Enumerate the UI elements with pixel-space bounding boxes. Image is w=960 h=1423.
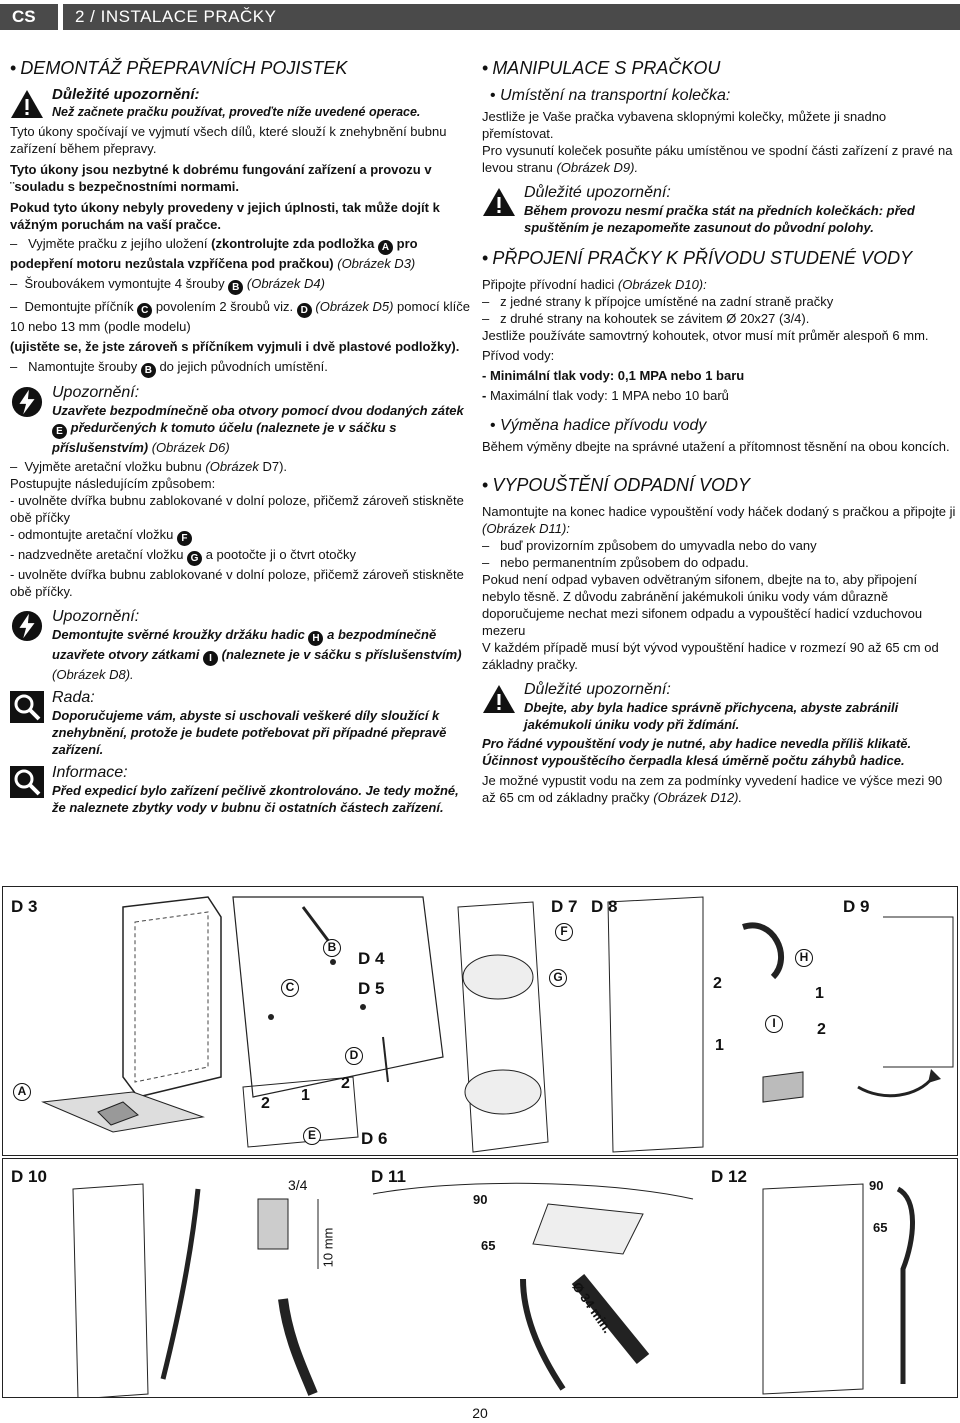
installation-illustrations <box>3 887 958 1156</box>
figures-row-2 <box>2 1158 958 1398</box>
list-item: – z jedné strany k přípojce umístěné na zadní straně pračky <box>482 294 834 309</box>
warning-triangle-icon <box>482 186 516 218</box>
caution-notice-2 <box>10 608 472 683</box>
dimension-label: 65 <box>873 1220 888 1235</box>
heading-vypousteni: • VYPOUŠTĚNÍ ODPADNÍ VODY <box>482 475 751 495</box>
warning-line: Než začnete pračku používat, proveďte níže uvedené operace. <box>52 105 421 119</box>
electric-hazard-icon <box>10 610 44 642</box>
marker-f: F <box>177 531 192 546</box>
marker-c: C <box>281 979 299 997</box>
caution-text: Uzavřete bezpodmínečně oba otvory pomocí dvou dodaných zátek E předurčených k tomuto účelu (naleznete je v sáčku s příslušenstvím) (Obrázek D6) <box>52 403 464 455</box>
page-number: 20 <box>472 1405 488 1421</box>
figure-label-d6: D 6 <box>361 1129 388 1148</box>
heading-demontaz: • DEMONTÁŽ PŘEPRAVNÍCH POJISTEK <box>10 58 348 78</box>
subheading-kolecka: • Umístění na transportní kolečka: <box>490 87 731 104</box>
tip-notice <box>10 689 472 758</box>
marker-e: E <box>52 424 67 439</box>
marker-b: B <box>323 939 341 957</box>
paragraph: Namontujte na konec hadice vypouštění vody háček dodaný s pračkou a připojte ji (Obrázek D11): <box>482 504 956 536</box>
step-3: – Demontujte příčník C povolením 2 šroubů viz. D (Obrázek D5) pomocí klíče 10 nebo 13 mm (podle modelu) <box>10 299 471 334</box>
warning-title: Důležité upozornění: <box>524 184 671 201</box>
heading-manipulace: • MANIPULACE S PRAČKOU <box>482 58 721 78</box>
warning-text: Dbejte, aby byla hadice správně přichycena, abyste zabránili jakémukoli úniku vody při ždímání. <box>524 700 899 732</box>
marker-g: G <box>187 551 202 566</box>
paragraph: Je možné vypustit vodu na zem za podmínky vyvedení hadice ve výšce mezi 90 až 65 cm od základny pračky (Obrázek D12). <box>482 773 943 805</box>
paragraph: Jestliže používáte samovtrný kohoutek, otvor musí mít průměr alespoň 6 mm. <box>482 328 929 343</box>
step-2: – Šroubovákem vymontujte 4 šrouby B (Obrázek D4) <box>10 276 325 293</box>
marker-b: B <box>141 363 156 378</box>
figures-row-1 <box>2 886 958 1156</box>
magnifier-icon <box>10 766 44 798</box>
list-item: – z druhé strany na kohoutek se závitem Ø 20x27 (3/4). <box>482 311 810 326</box>
paragraph: - uvolněte dvířka bubnu zablokované v dolní poloze, přičemž zároveň stiskněte obě příčky. <box>10 567 464 599</box>
warning-triangle-icon <box>482 683 516 715</box>
paragraph: Pokud není odpad vybaven odvětraným sifonem, dbejte na to, aby připojení nebylo těsně. Z důvodu zabránění jakémukoli úniku vody vám důrazně doporučujeme nechat mezi sifonem odpadu a vypouštěcí hadicí vzduchovou mezeru <box>482 572 923 638</box>
number-label: 1 <box>301 1087 310 1104</box>
magnifier-icon <box>10 691 44 723</box>
dimension-label: 90 <box>473 1192 488 1207</box>
warning-notice-2 <box>482 184 958 236</box>
number-label: 2 <box>341 1075 350 1092</box>
caution-notice-1 <box>10 384 472 456</box>
marker-e: E <box>303 1127 321 1145</box>
left-column <box>10 56 472 818</box>
marker-h: H <box>795 949 813 967</box>
tip-title: Rada: <box>52 689 95 706</box>
dimension-label: 3/4 <box>288 1177 308 1193</box>
list-item: – nebo permanentním způsobem do odpadu. <box>482 555 749 570</box>
number-label: 2 <box>261 1095 270 1112</box>
paragraph: - Minimální tlak vody: 0,1 MPA nebo 1 baru <box>482 368 745 383</box>
warning-text: Během provozu nesmí pračka stát na předních kolečkách: před spuštěním je nezapomeňte zasunout do původní polohy. <box>524 203 915 235</box>
paragraph: Postupujte následujícím způsobem: <box>10 476 216 491</box>
marker-d: D <box>345 1047 363 1065</box>
info-title: Informace: <box>52 764 128 781</box>
marker-d: D <box>297 303 312 318</box>
marker-f: F <box>555 923 573 941</box>
step-4: – Namontujte šrouby B do jejich původních umístění. <box>10 359 328 376</box>
marker-i: I <box>765 1015 783 1033</box>
step-1: – Vyjměte pračku z jejího uložení (zkontrolujte zda podložka A pro podepření motoru nezůstala vzpříčena pod pračkou) (Obrázek D3) <box>10 236 418 271</box>
marker-i: I <box>203 651 218 666</box>
figure-label-d11: D 11 <box>371 1167 406 1186</box>
warning-title: Důležité upozornění: <box>52 86 200 103</box>
warning-notice-3 <box>482 681 958 733</box>
number-label: 2 <box>817 1021 826 1038</box>
caution-title: Upozornění: <box>52 608 140 625</box>
dimension-label: 10 mm <box>320 1227 336 1268</box>
heading-pripojeni: • PŘPOJENÍ PRAČKY K PŘÍVODU STUDENÉ VODY <box>482 248 913 268</box>
marker-b: B <box>228 280 243 295</box>
marker-a: A <box>378 240 393 255</box>
electric-hazard-icon <box>10 386 44 418</box>
subheading-vymena: • Výměna hadice přívodu vody <box>490 417 707 434</box>
dimension-label: Ø 34 min. <box>569 1279 616 1336</box>
marker-c: C <box>137 303 152 318</box>
paragraph: Jestliže je Vaše pračka vybavena sklopnými kolečky, můžete ji snadno přemístovat. <box>482 109 887 141</box>
paragraph: - uvolněte dvířka bubnu zablokované v dolní poloze, přičemž zároveň stiskněte obě příčky <box>10 493 464 525</box>
figure-label-d10: D 10 <box>11 1167 47 1186</box>
number-label: 1 <box>715 1037 724 1054</box>
figure-label-d12: D 12 <box>711 1167 747 1186</box>
marker-g: G <box>549 969 567 987</box>
language-tab: CS <box>0 4 58 30</box>
dimension-label: 90 <box>869 1178 884 1193</box>
paragraph: Připojte přívodní hadici (Obrázek D10): <box>482 277 707 292</box>
warning-title: Důležité upozornění: <box>524 681 671 698</box>
marker-h: H <box>308 631 323 646</box>
paragraph: Pokud tyto úkony nebyly provedeny v jejich úplnosti, tak může dojít k vážným poruchám na vaší pračce. <box>10 200 440 232</box>
figure-label-d7: D 7 <box>551 897 578 916</box>
figure-label-d3: D 3 <box>11 897 38 916</box>
warning-triangle-icon <box>10 88 44 120</box>
list-item: – buď provizorním způsobem do umyvadla nebo do vany <box>482 538 817 553</box>
paragraph: - odmontujte aretační vložku F <box>10 526 472 546</box>
caution-text: Demontujte svěrné kroužky držáku hadic H a bezpodmínečně uzavřete otvory zátkami I (naleznete je v sáčku s příslušenstvím) (Obrázek D8). <box>52 627 462 682</box>
figure-label-d5: D 5 <box>358 979 385 998</box>
section-header: 2 / INSTALACE PRAČKY <box>63 4 960 30</box>
info-text: Před expedicí bylo zařízení pečlivě zkontrolováno. Je tedy možné, že naleznete zbytky vody v bubnu či ostatních částech zařízení. <box>52 783 459 815</box>
marker-a: A <box>13 1083 31 1101</box>
paragraph: Během výměny dbejte na správné utažení a přítomnost těsnění na obou koncích. <box>482 439 950 454</box>
number-label: 2 <box>713 975 722 992</box>
figure-label-d4: D 4 <box>358 949 385 968</box>
tip-text: Doporučujeme vám, abyste si uschovali veškeré díly sloužící k znehybnění, protože je budete potřebovat při případné přepravě zařízení. <box>52 708 447 757</box>
paragraph: Tyto úkony jsou nezbytné k dobrému fungování zařízení a provozu v ¨souladu s bezpečnostními normami. <box>10 162 432 194</box>
paragraph: - Maximální tlak vody: 1 MPA nebo 10 barů <box>482 388 729 403</box>
paragraph: V každém případě musí být vývod vypouštění hadice v rozmezí 90 až 65 cm od základny pračky. <box>482 640 939 672</box>
warning-notice-1 <box>10 86 472 121</box>
paragraph: Tyto úkony spočívají ve vyjmutí všech dílů, které slouží k znehybnění bubnu zařízení během přepravy. <box>10 124 447 156</box>
number-label: 1 <box>815 985 824 1002</box>
caution-title: Upozornění: <box>52 384 140 401</box>
paragraph: Pro vysunutí koleček posuňte páku umístěnou ve spodní části zařízení z pravé na levou stranu (Obrázek D9). <box>482 143 953 175</box>
dimension-label: 65 <box>481 1238 496 1253</box>
figure-label-d9: D 9 <box>843 897 870 916</box>
right-column <box>482 56 958 806</box>
paragraph: - nadzvedněte aretační vložku G a pootočte ji o čtvrt otočky <box>10 547 356 564</box>
paragraph: Pro řádné vypouštění vody je nutné, aby hadice nevedla příliš klikatě. <box>482 736 912 751</box>
paragraph: Účinnost vypouštěcího čerpadla klesá úměrně počtu záhybů hadice. <box>482 753 905 768</box>
step-3-note: (ujistěte se, že jste zároveň s příčníkem vyjmuli i dvě plastové podložky). <box>10 339 460 354</box>
paragraph: Přívod vody: <box>482 348 555 363</box>
step-5: – Vyjměte aretační vložku bubnu (Obrázek D7). <box>10 459 288 474</box>
figure-label-d8: D 8 <box>591 897 618 916</box>
info-notice <box>10 764 472 816</box>
